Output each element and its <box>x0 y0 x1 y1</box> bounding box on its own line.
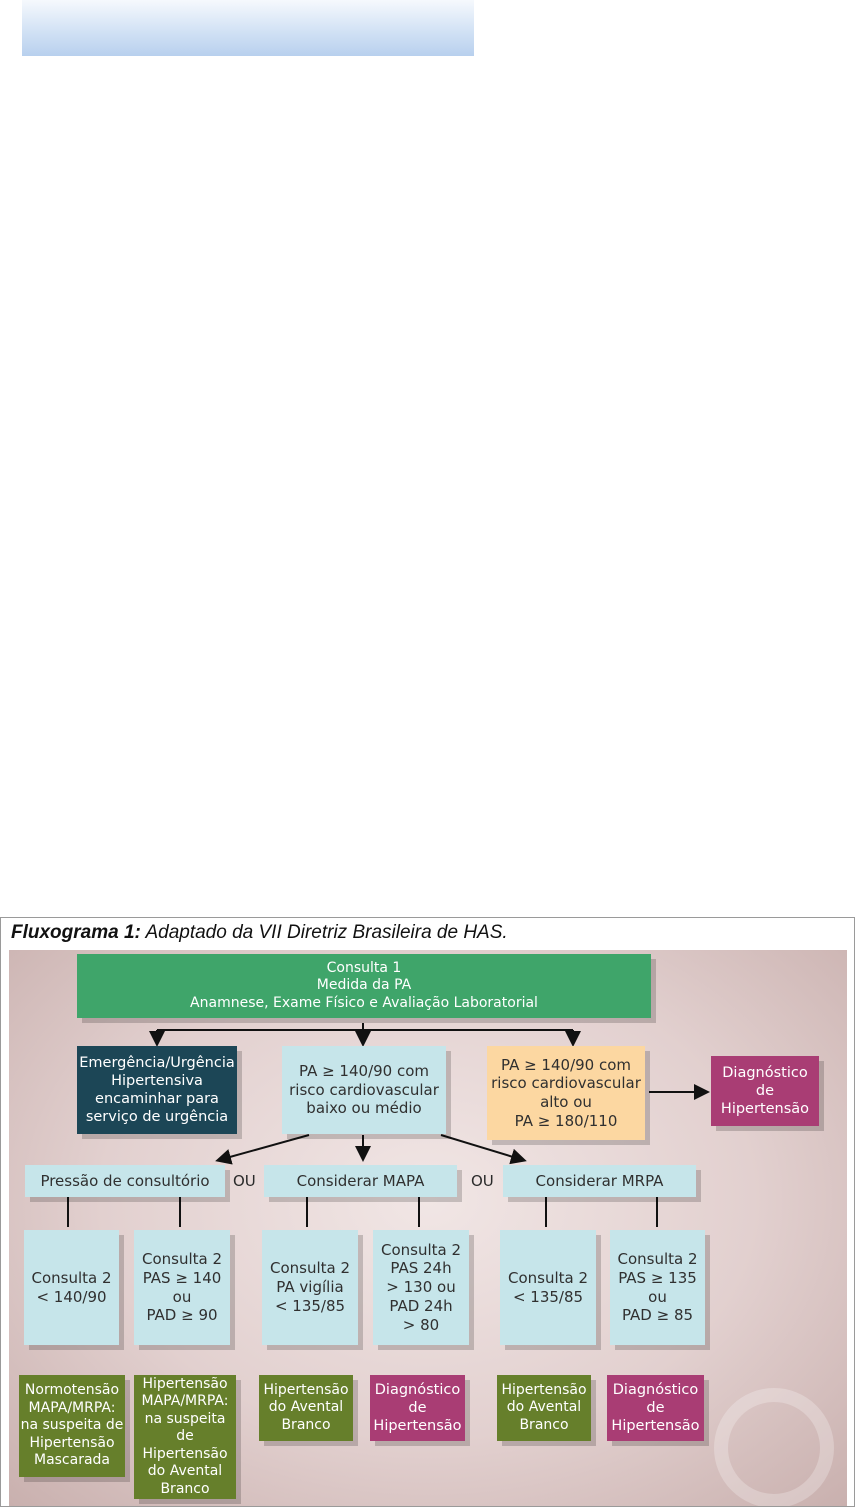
figure-caption <box>11 922 508 944</box>
node-diagnostico-right: Diagnóstico de Hipertensão <box>711 1056 819 1126</box>
node-pa-alto: PA ≥ 140/90 com risco cardiovascular alto ou PA ≥ 180/110 <box>487 1046 645 1140</box>
node-outcome-avental-branco-2: Hipertensão do Avental Branco <box>497 1375 591 1441</box>
node-consulta-1: Consulta 1 Medida da PA Anamnese, Exame Físico e Avaliação Laboratorial <box>77 954 651 1018</box>
node-consulta-2-f: Consulta 2 PAS ≥ 135 ou PAD ≥ 85 <box>610 1230 705 1345</box>
or-label-2: OU <box>471 1172 494 1190</box>
node-outcome-normotensao: Normotensão MAPA/MRPA: na suspeita de Hipertensão Mascarada <box>19 1375 125 1477</box>
node-consulta-2-b: Consulta 2 PAS ≥ 140 ou PAD ≥ 90 <box>134 1230 230 1345</box>
node-pa-baixo-medio: PA ≥ 140/90 com risco cardiovascular baixo ou médio <box>282 1046 446 1134</box>
node-consulta-2-e: Consulta 2 < 135/85 <box>500 1230 596 1345</box>
node-outcome-avental-branco-1: Hipertensão do Avental Branco <box>259 1375 353 1441</box>
node-outcome-hipertensao-mapa: Hipertensão MAPA/MRPA: na suspeita de Hipertensão do Avental Branco <box>134 1375 236 1499</box>
flowchart <box>9 950 847 1506</box>
node-consulta-2-c: Consulta 2 PA vigília < 135/85 <box>262 1230 358 1345</box>
node-outcome-diagnostico-2: Diagnóstico de Hipertensão <box>607 1375 704 1441</box>
node-outcome-diagnostico-1: Diagnóstico de Hipertensão <box>370 1375 465 1441</box>
node-consulta-2-d: Consulta 2 PAS 24h > 130 ou PAD 24h > 80 <box>373 1230 469 1345</box>
node-pressao-consultorio: Pressão de consultório <box>25 1165 225 1197</box>
or-label-1: OU <box>233 1172 256 1190</box>
header-banner <box>22 0 474 56</box>
node-emergencia: Emergência/Urgência Hipertensiva encaminhar para serviço de urgência <box>77 1046 237 1134</box>
node-considerar-mrpa: Considerar MRPA <box>503 1165 696 1197</box>
caption-text: Adaptado da VII Diretriz Brasileira de HAS. <box>140 922 508 943</box>
arrow-to-pressao <box>219 1135 309 1160</box>
caption-label: Fluxograma 1: <box>11 922 141 943</box>
node-considerar-mapa: Considerar MAPA <box>264 1165 457 1197</box>
node-consulta-2-a: Consulta 2 < 140/90 <box>24 1230 119 1345</box>
figure-frame <box>0 917 855 1507</box>
